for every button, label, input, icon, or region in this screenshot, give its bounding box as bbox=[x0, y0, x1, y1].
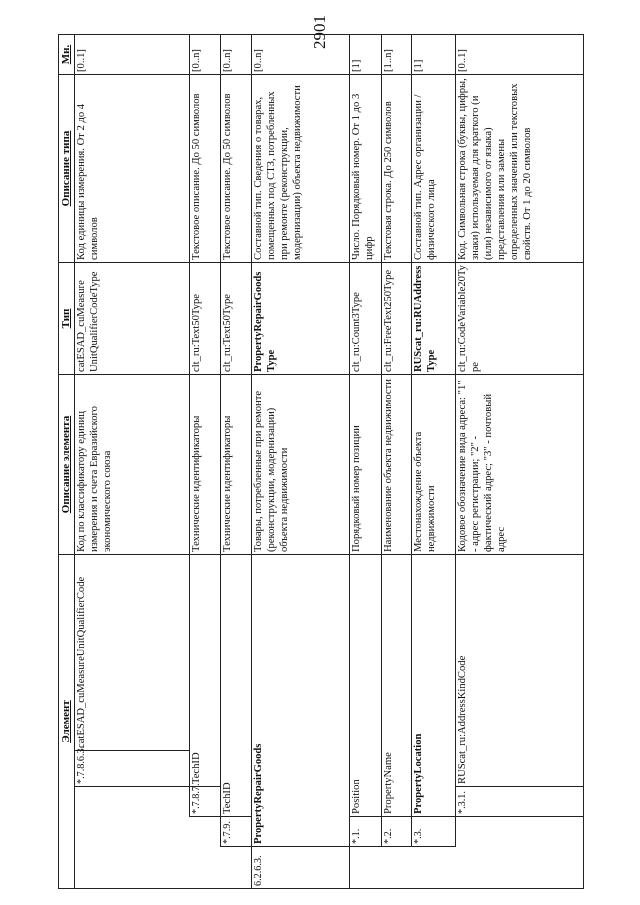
row-type-description: Текстовое описание. До 50 символов bbox=[221, 75, 252, 263]
indent-cell bbox=[190, 817, 221, 889]
header-type-description: Описание типа bbox=[59, 75, 75, 263]
row-number: *.7.8.6.3. bbox=[75, 751, 190, 787]
element-table bbox=[58, 34, 584, 889]
row-element-name: PropertyLocation bbox=[412, 555, 456, 817]
row-type: PropertyRepairGoodsType bbox=[252, 263, 350, 375]
table-row bbox=[350, 35, 382, 889]
row-element-name: PropertyRepairGoods bbox=[252, 555, 350, 847]
row-multiplicity: [0..1] bbox=[75, 35, 190, 75]
row-type-description: Составной тип. Адрес организации / физического лица bbox=[412, 75, 456, 263]
row-element-name: PropertyName bbox=[382, 555, 412, 817]
table-row bbox=[412, 35, 456, 889]
indent-cell bbox=[382, 847, 412, 889]
table-row bbox=[382, 35, 412, 889]
table-row bbox=[456, 35, 584, 889]
row-number: *.3.1. bbox=[456, 787, 584, 817]
row-element-name: TechID bbox=[221, 555, 252, 817]
header-element: Элемент bbox=[59, 555, 75, 889]
row-type: clt_ru:Text50Type bbox=[221, 263, 252, 375]
row-description: Товары, потребленные при ремонте (реконструкции, модернизации) объекта недвижимости bbox=[252, 375, 350, 555]
row-number: *.7.8.7. bbox=[190, 787, 221, 817]
row-type-description: Текстовое описание. До 50 символов bbox=[190, 75, 221, 263]
row-type-description: Число. Порядковый номер. От 1 до 3 цифр bbox=[350, 75, 382, 263]
row-type: RUScat_ru:RUAddressType bbox=[412, 263, 456, 375]
row-element-name: RUScat_ru:AddressKindCode bbox=[456, 555, 584, 787]
row-type-description: Код. Символьная строка (буквы, цифры, знаки) используемая для краткого (и (или) независимого от языка) представления или замены определенных значений или текстовых свойств. От 1 до 20 символов bbox=[456, 75, 584, 263]
row-multiplicity: [1] bbox=[350, 35, 382, 75]
row-description: Местонахождение объекта недвижимости bbox=[412, 375, 456, 555]
row-element-name: Position bbox=[350, 555, 382, 817]
row-multiplicity: [0..n] bbox=[221, 35, 252, 75]
table-row bbox=[221, 35, 252, 889]
row-type: clt_ru:FreeText250Type bbox=[382, 263, 412, 375]
row-description: Порядковый номер позиции bbox=[350, 375, 382, 555]
header-row bbox=[59, 35, 75, 889]
header-type: Тип bbox=[59, 263, 75, 375]
table-row bbox=[190, 35, 221, 889]
row-element-name: catESAD_cuMeasureUnitQualifierCode bbox=[75, 555, 190, 751]
indent-cell bbox=[75, 787, 190, 889]
row-number: *.2. bbox=[382, 817, 412, 847]
row-description: Код по классификатору единиц измерения и счета Евразийского экономического союза bbox=[75, 375, 190, 555]
indent-cell bbox=[456, 817, 584, 889]
row-number: *.3. bbox=[412, 817, 456, 847]
table-row bbox=[75, 35, 190, 889]
row-type: catESAD_cuMeasure UnitQualifierCodeType bbox=[75, 263, 190, 375]
row-element-name: TechID bbox=[190, 555, 221, 787]
row-number: *.1. bbox=[350, 817, 382, 847]
row-multiplicity: [0..n] bbox=[190, 35, 221, 75]
header-element-description: Описание элемента bbox=[59, 375, 75, 555]
row-number: 6.2.6.3. bbox=[252, 847, 350, 889]
row-type: clt_ru:Count3Type bbox=[350, 263, 382, 375]
indent-cell bbox=[350, 847, 382, 889]
row-description: Наименование объекта недвижимости bbox=[382, 375, 412, 555]
row-description: Кодовое обозначение вида адреса: "1" - адрес регистрации; "2" - фактический адрес; "3" - почтовый адрес bbox=[456, 375, 584, 555]
row-type-description: Текстовая строка. До 250 символов bbox=[382, 75, 412, 263]
indent-cell bbox=[221, 847, 252, 889]
row-number: *.7.9. bbox=[221, 817, 252, 847]
row-type-description: Код единицы измерения. От 2 до 4 символов bbox=[75, 75, 190, 263]
row-description: Технические идентификаторы bbox=[190, 375, 221, 555]
indent-cell bbox=[412, 847, 456, 889]
row-multiplicity: [1..n] bbox=[382, 35, 412, 75]
row-multiplicity: [1] bbox=[412, 35, 456, 75]
page-number: 2901 bbox=[310, 15, 329, 49]
row-description: Технические идентификаторы bbox=[221, 375, 252, 555]
row-type-description: Составной тип. Сведения о товарах, помещенных под СТЗ, потребленных при ремонте (реконструкции, модернизации) объекта недвижимости bbox=[252, 75, 350, 263]
row-multiplicity: [0..1] bbox=[456, 35, 584, 75]
header-multiplicity: Мн. bbox=[59, 35, 75, 75]
row-multiplicity: [0..n] bbox=[252, 35, 350, 75]
row-type: clt_ru:Text50Type bbox=[190, 263, 221, 375]
rotated-table-container bbox=[58, 35, 638, 889]
row-type: clt_ru:CodeVariable20Type bbox=[456, 263, 584, 375]
table-row bbox=[252, 35, 350, 889]
